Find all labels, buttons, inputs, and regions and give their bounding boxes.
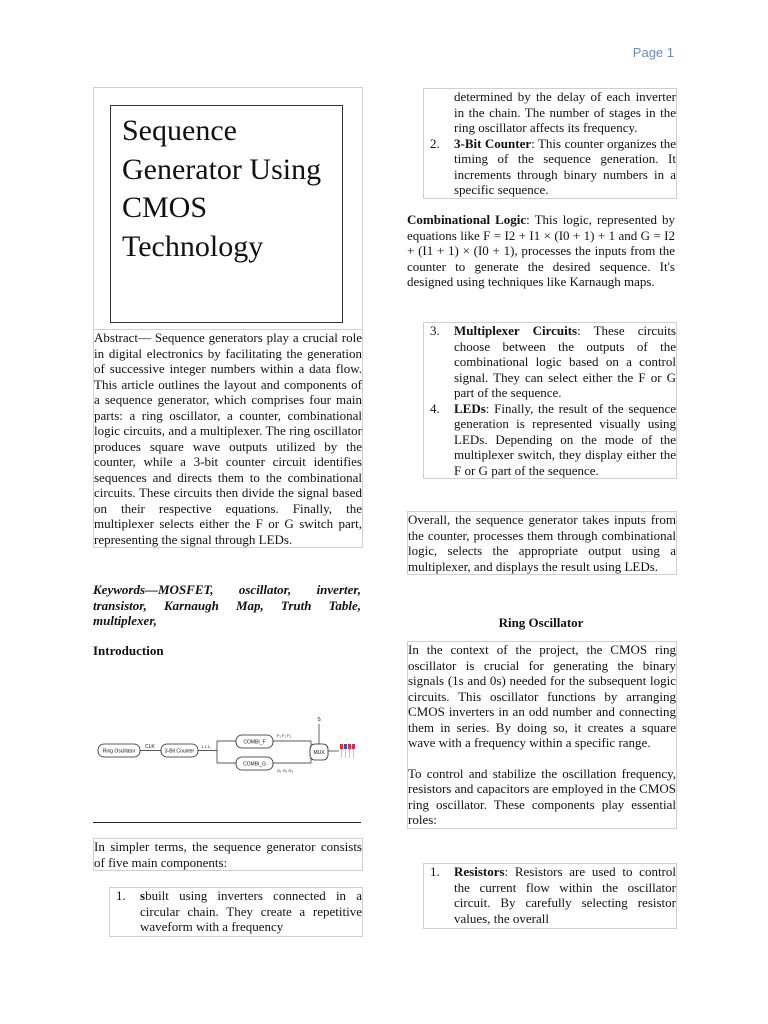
list-item-term: 3-Bit Counter — [454, 135, 532, 151]
clk-label: CLK — [145, 744, 155, 750]
combi-f-label: COMBI_F — [243, 739, 266, 746]
list-number: 4. — [430, 400, 440, 416]
list-item-term: Resistors — [454, 864, 505, 879]
component-list-right — [423, 322, 677, 479]
title-frame — [93, 87, 363, 330]
counter-label: 3-Bit Counter — [164, 748, 195, 755]
overall-paragraph: Overall, the sequence generator takes inputs from the counter, processes them through combinational logic, selects the appropriate output using a multiplexer, and displays the result using LEDs. — [408, 512, 676, 574]
component-list-bottom — [423, 863, 677, 929]
list-item — [424, 401, 676, 479]
list-number: 2. — [430, 135, 440, 151]
list-item-text: : Resistors are used to control the current flow within the oscillator circuit. By carefully selecting resistor values, the overall — [454, 864, 676, 926]
keywords: Keywords—MOSFET, oscillator, inverter, transistor, Karnaugh Map, Truth Table, multiplexer, — [93, 582, 361, 628]
list-item — [424, 136, 676, 198]
list-item-text: built using inverters connected in a circular chain. They create a repetitive waveform with a frequency — [140, 888, 362, 934]
list-item — [424, 864, 676, 926]
component-list-left — [109, 887, 363, 937]
title-box — [110, 105, 343, 323]
ring-paragraph-1: In the context of the project, the CMOS ring oscillator is crucial for generating the binary signals (1s and 0s) needed for the subsequent logic circuits. This oscillator functions by arranging CMOS inverters in an odd number and connecting them in series. By doing so, it creates a square wave with a frequency within a specific range. — [408, 642, 676, 750]
combinational-term: Combinational Logic — [407, 212, 527, 227]
divider — [93, 822, 361, 823]
list-number: 3. — [430, 323, 440, 338]
document-title: Sequence Generator Using CMOS Technology — [122, 114, 322, 263]
list-item-text: : Finally, the result of the sequence generation is represented visually using LEDs. Depending on the mode of the multiplexer switch, they display either the F or G part of the sequence. — [454, 400, 676, 478]
mux-label: MUX — [313, 750, 325, 756]
introduction-heading: Introduction — [93, 643, 164, 658]
list-item-term: Multiplexer Circuits — [454, 323, 578, 338]
list-item-text: : This counter organizes the timing of the sequence generation. It increments through binary numbers in a specific sequence. — [454, 135, 676, 197]
page-number: Page 1 — [632, 45, 674, 60]
bus-label: 1,1,1, — [201, 744, 212, 749]
list-item-term: s — [140, 888, 146, 903]
abstract-paragraph: Abstract— Sequence generators play a crucial role in digital electronics by facilitating the generation of successive integer numbers within a data flow. This article outlines the layout and components of a sequence generator, which comprises four main parts: a ring oscillator, a counter, combinational logic circuits, and a multiplexer. The ring oscillator produces square wave outputs utilized by the counter, while a 3-bit counter circuit identifies sequences and directs them to the combinational circuits. These circuits then divide the signal based on their respective equations. Finally, the multiplexer selects either the F or G switch part, representing the signal through LEDs. — [94, 330, 362, 547]
list-item — [110, 888, 362, 935]
list-item-text: : These circuits choose between the outputs of the combinational logic based on a control signal. They can select either the F or G part of the sequence. — [454, 323, 676, 400]
list-item-term: LEDs — [454, 400, 486, 416]
combinational-logic-paragraph — [407, 212, 675, 290]
combinational-text: : This logic, represented by equations like F = I2 + I1 × (I0 + 1) + 1 and G = I2 + (I1 + 1) × (I0 + 1), processes the inputs from the counter to generate the desired sequence. It's designed using techniques like Karnaugh maps. — [407, 212, 675, 289]
list-number: 1. — [430, 864, 440, 879]
list-item — [424, 323, 676, 401]
component-list-continued — [423, 88, 677, 199]
ring-paragraph-2: To control and stabilize the oscillation frequency, resistors and capacitors are employed in the CMOS ring oscillator. These components play essential roles: — [408, 765, 676, 827]
led-icon — [340, 744, 355, 758]
g-output-label: G₁ G₂ G₃ — [277, 768, 294, 773]
ring-oscillator-heading: Ring Oscillator — [498, 615, 584, 630]
ring-oscillator-label: Ring Oscillator — [102, 748, 136, 755]
combi-g-label: COMBI_G — [242, 761, 267, 768]
f-output-label: F₁ F₂ F₃ — [277, 733, 292, 738]
ring-oscillator-section — [407, 641, 677, 829]
block-diagram — [93, 688, 361, 808]
list-continuation: determined by the delay of each inverter in the chain. The number of stages in the ring oscillator affects its frequency. — [454, 89, 676, 135]
components-intro: In simpler terms, the sequence generator consists of five main components: — [94, 839, 362, 870]
select-label: S — [317, 717, 321, 723]
list-number: 1. — [116, 888, 126, 903]
